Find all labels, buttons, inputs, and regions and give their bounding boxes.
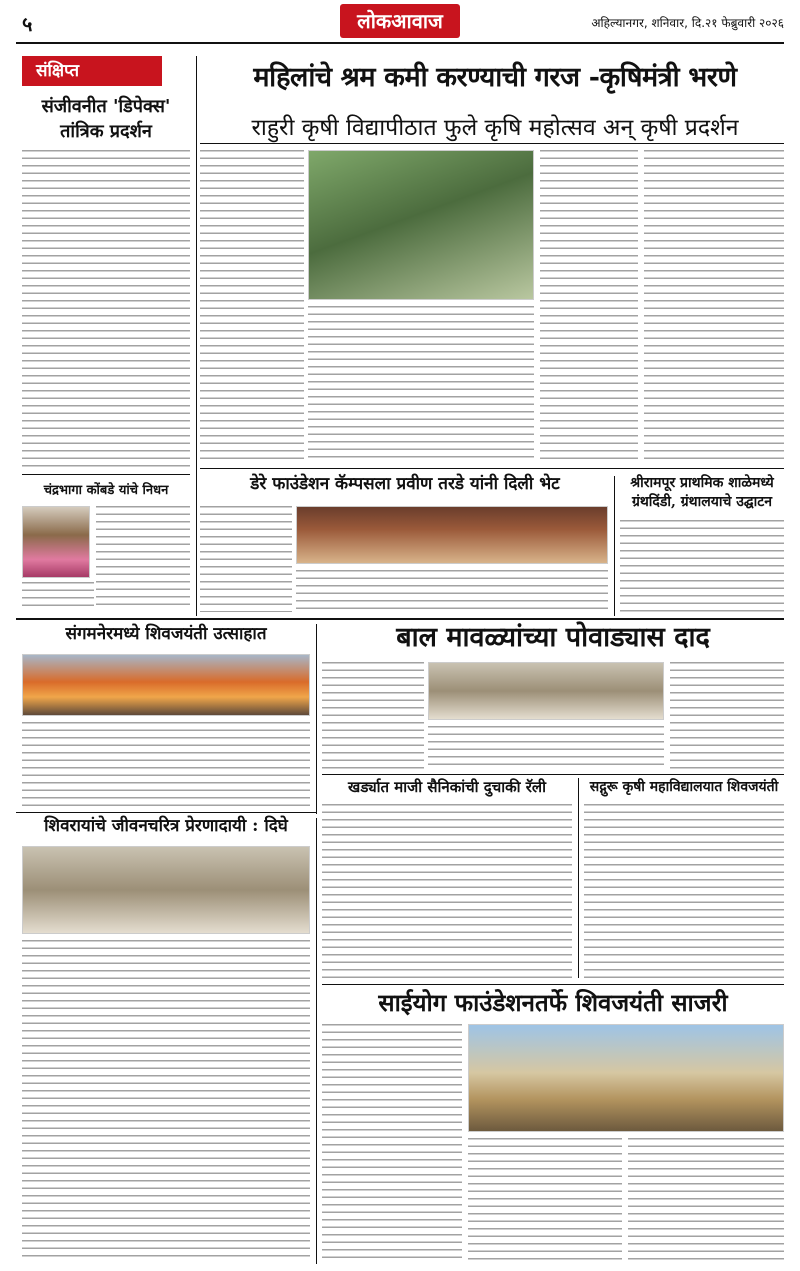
technical-expo-headline: [22, 98, 190, 142]
obituary-body-right: [96, 506, 190, 610]
column-rule: [578, 778, 579, 978]
section-tag: संक्षिप्त: [22, 56, 162, 86]
krishi-body-col4: [644, 150, 784, 462]
masthead-rule: [16, 42, 784, 44]
sadguru-body: [584, 804, 784, 980]
sangamner-photo: [22, 654, 310, 716]
newspaper-logo: लोकआवाज: [340, 4, 460, 38]
krishi-body-col2: [308, 306, 534, 462]
shrirampur-headline-line2: ग्रंथदिंडी, ग्रंथालयाचे उद्घाटन: [631, 493, 773, 510]
shivaray-body: [22, 940, 310, 1258]
povada-photo: [428, 662, 664, 720]
column-rule: [196, 56, 197, 616]
krishi-body-col1: [200, 150, 304, 462]
dere-foundation-photo: [296, 506, 608, 564]
dere-foundation-body-col1: [200, 506, 292, 612]
obituary-body-bottom: [22, 582, 94, 610]
obituary-portrait: [22, 506, 90, 578]
divider: [322, 984, 784, 985]
shrirampur-headline: [620, 476, 784, 509]
saiyog-body-col2: [468, 1138, 622, 1260]
obituary-headline: चंद्रभागा कोंबडे यांचे निधन: [43, 483, 169, 498]
saiyog-body-col1: [322, 1024, 462, 1260]
column-rule: [316, 818, 317, 1264]
krishi-subheadline: राहुरी कृषी विद्यापीठात फुले कृषि महोत्सव अन् कृषी प्रदर्शन: [251, 115, 739, 141]
kharda-rally-body: [322, 804, 572, 980]
column-rule: [614, 476, 615, 616]
divider: [200, 468, 784, 469]
divider: [22, 474, 190, 475]
kharda-rally-headline: खर्ड्यात माजी सैनिकांची दुचाकी रॅली: [348, 778, 546, 796]
technical-expo-headline-line2: तांत्रिक प्रदर्शन: [60, 120, 152, 142]
saiyog-photo: [468, 1024, 784, 1132]
dere-foundation-body-col2: [296, 570, 608, 612]
dere-foundation-headline: डेरे फाउंडेशन कॅम्पसला प्रवीण तरडे यांनी दिली भेट: [250, 474, 560, 494]
povada-body-col3: [670, 662, 784, 770]
divider: [322, 774, 784, 775]
sadguru-headline: सद्गुरू कृषी महाविद्यालयात शिवजयंती: [589, 779, 779, 795]
divider: [200, 143, 784, 144]
saiyog-body-col3: [628, 1138, 784, 1260]
povada-body-col2: [428, 726, 664, 770]
saiyog-headline: साईयोग फाउंडेशनतर्फे शिवजयंती साजरी: [378, 988, 728, 1017]
technical-expo-headline-line1: संजीवनीत 'डिपेक्स': [41, 96, 171, 117]
povada-headline: बाल मावळ्यांच्या पोवाड्यास दाद: [396, 622, 710, 653]
krishi-photo-drone: [308, 150, 534, 300]
technical-expo-body: [22, 150, 190, 468]
shivaray-photo: [22, 846, 310, 934]
sangamner-headline: संगमनेरमध्ये शिवजयंती उत्साहात: [65, 624, 267, 644]
divider: [16, 618, 784, 620]
dateline: अहिल्यानगर, शनिवार, दि.२१ फेब्रुवारी २०२६: [591, 16, 784, 30]
povada-body-col1: [322, 662, 424, 770]
page-number: ५: [22, 12, 33, 36]
column-rule: [316, 624, 317, 814]
krishi-body-col3: [540, 150, 638, 462]
shrirampur-headline-line1: श्रीरामपूर प्राथमिक शाळेमध्ये: [630, 475, 774, 491]
divider: [16, 812, 316, 813]
shivaray-headline: शिवरायांचे जीवनचरित्र प्रेरणादायी : दिघे: [44, 816, 288, 836]
shrirampur-body: [620, 520, 784, 612]
krishi-headline: महिलांचे श्रम कमी करण्याची गरज -कृषिमंत्री भरणे: [253, 62, 737, 93]
sangamner-body: [22, 722, 310, 806]
